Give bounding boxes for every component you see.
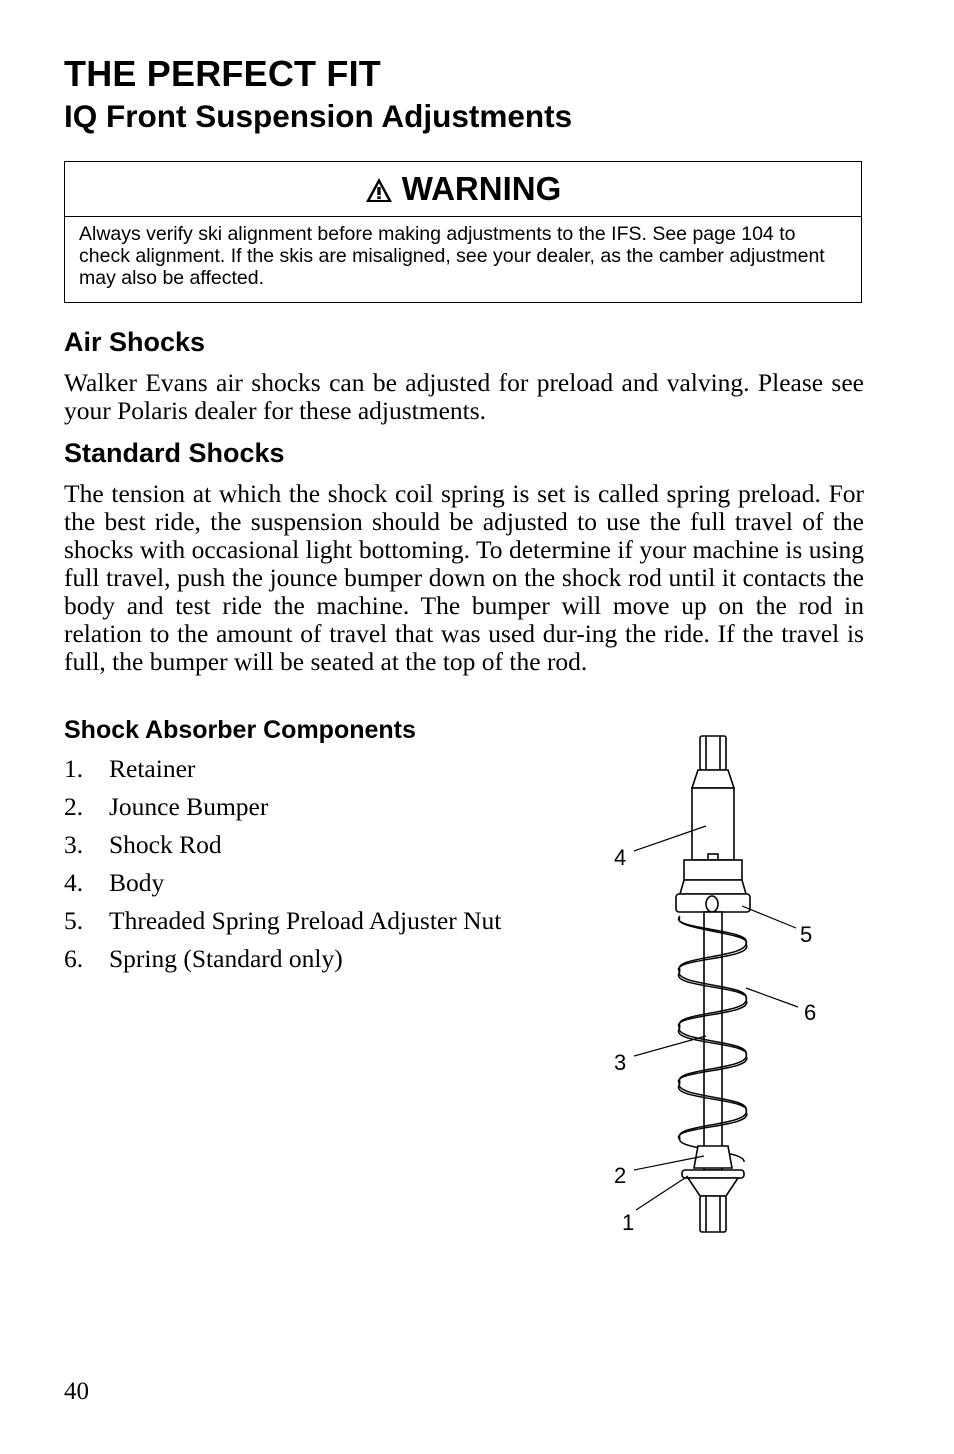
callout-3-leader [634,1036,706,1056]
list-item: 5. Threaded Spring Preload Adjuster Nut [64,906,502,935]
shock-absorber-illustration [600,730,830,1240]
page-number: 40 [64,1378,89,1405]
air-shocks-heading: Air Shocks [64,327,206,357]
callout-5: 5 [800,922,813,947]
components-list [64,754,501,982]
chapter-title: THE PERFECT FIT [64,53,381,94]
components-heading: Shock Absorber Components [64,716,416,744]
callout-2: 2 [614,1163,627,1188]
list-item: 6. Spring (Standard only) [64,944,343,973]
callout-1-leader [636,1176,688,1210]
callout-3: 3 [614,1050,627,1075]
callout-4: 4 [614,845,627,870]
list-item: 1. Retainer [64,754,196,783]
list-item: 3. Shock Rod [64,830,222,859]
standard-shocks-heading: Standard Shocks [64,438,285,468]
list-item: 4. Body [64,868,165,897]
callout-6-leader [746,988,798,1007]
callout-1: 1 [622,1210,635,1235]
warning-triangle-icon [365,177,393,203]
callout-6: 6 [804,1000,817,1025]
warning-text: Always verify ski alignment before making adjustments to the IFS. See page 104 to check alignment. If the skis are misaligned, see your dealer, as the camber adjustment may also be affected. [79,223,825,289]
standard-shocks-text: The tension at which the shock coil spring is set is called spring preload. For the best ride, the suspension should be adjusted to use the full travel of the shocks with occasional light bottoming. To determine if your machine is using full travel, push the jounce bumper down on the shock rod until it contacts the body and test ride the machine. The bumper will move up on the rod in relation to the amount of travel that was used dur-ing the ride. If the travel is full, the bumper will be seated at the top of the rod. [64,479,864,676]
warning-box [64,161,862,303]
list-item: 2. Jounce Bumper [64,792,269,821]
warning-label: WARNING [401,170,562,207]
warning-header [65,162,861,217]
air-shocks-text: Walker Evans air shocks can be adjusted for preload and valving. Please see your Polaris dealer for these adjustments. [64,368,864,425]
section-title: IQ Front Suspension Adjustments [64,98,573,134]
callout-5-leader [742,906,796,928]
